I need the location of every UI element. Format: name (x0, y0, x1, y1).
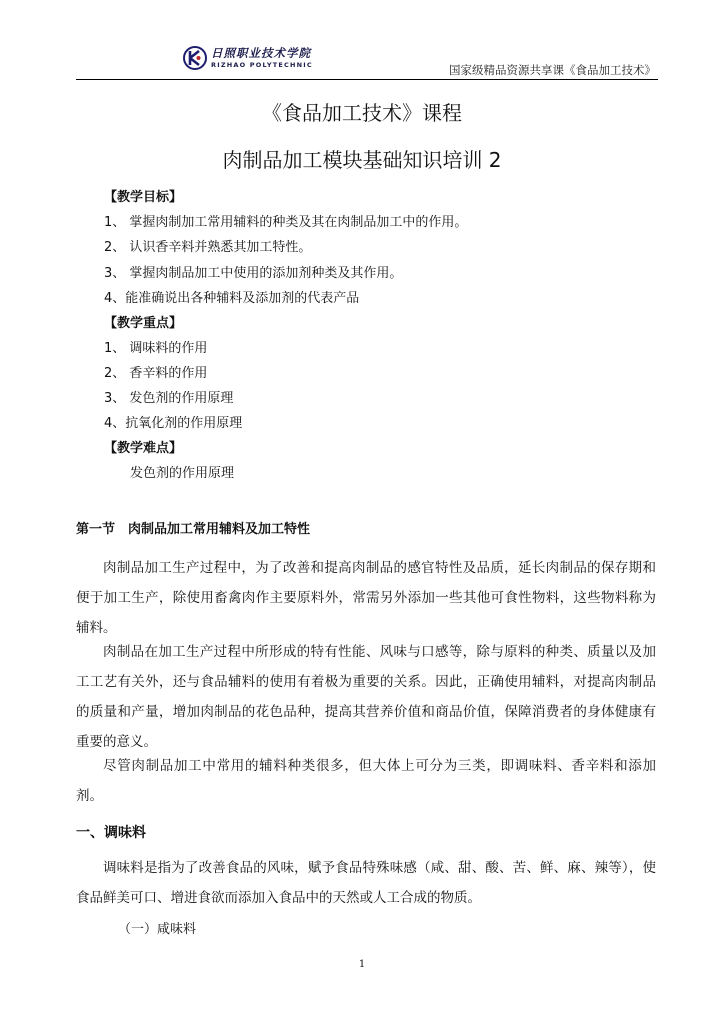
school-logo (183, 46, 313, 70)
key-point-item: 2、 香辛料的作用 (104, 366, 208, 381)
module-title: 肉制品加工模块基础知识培训 2 (222, 148, 502, 172)
key-point-item: 1、 调味料的作用 (104, 341, 208, 356)
key-point-item: 3、 发色剂的作用原理 (104, 391, 234, 406)
difficulties-heading: 【教学难点】 (104, 441, 183, 456)
course-title: 《食品加工技术》课程 (262, 101, 462, 125)
section-heading: 第一节 肉制品加工常用辅料及加工特性 (76, 522, 311, 537)
subsection-heading: 一、调味料 (76, 825, 146, 841)
school-emblem-icon (183, 46, 207, 70)
page-number: 1 (358, 959, 366, 970)
objective-item: 2、 认识香辛料并熟悉其加工特性。 (104, 240, 312, 255)
difficulty-item: 发色剂的作用原理 (130, 466, 235, 481)
objectives-heading: 【教学目标】 (104, 190, 183, 205)
logo-english-name: RIZHAO POLYTECHNIC (211, 60, 313, 69)
objective-item: 1、 掌握肉制加工常用辅料的种类及其在肉制品加工中的作用。 (104, 215, 468, 230)
key-points-heading: 【教学重点】 (104, 316, 183, 331)
objective-item: 4、能准确说出各种辅料及添加剂的代表产品 (104, 291, 360, 306)
body-paragraph: 调味料是指为了改善食品的风味，赋予食品特殊味感（咸、甜、酸、苦、鲜、麻、辣等），使食品鲜美可口、增进食欲而添加入食品中的天然或人工合成的物质。 (76, 860, 656, 906)
logo-chinese-name: 日照职业技术学院 (211, 46, 311, 60)
sub-subsection-heading: （一）咸味料 (118, 922, 197, 937)
body-paragraph: 肉制品在加工生产过程中所形成的特有性能、风味与口感等，除与原料的种类、质量以及加工工艺有关外，还与食品辅料的使用有着极为重要的关系。因此，正确使用辅料，对提高肉制品的质量和产量，增加肉制品的花色品种，提高其营养价值和商品价值，保障消费者的身体健康有重要的意义。 (76, 644, 656, 750)
header-divider (76, 79, 658, 80)
objective-item: 3、 掌握肉制品加工中使用的添加剂种类及其作用。 (104, 266, 403, 281)
key-point-item: 4、抗氧化剂的作用原理 (104, 416, 243, 431)
body-paragraph: 肉制品加工生产过程中，为了改善和提高肉制品的感官特性及品质，延长肉制品的保存期和便于加工生产，除使用畜禽肉作主要原料外，常需另外添加一些其他可食性物料，这些物料称为辅料。 (76, 560, 656, 636)
body-paragraph: 尽管肉制品加工中常用的辅料种类很多，但大体上可分为三类，即调味料、香辛料和添加剂。 (76, 758, 656, 804)
header-course-label: 国家级精品资源共享课《食品加工技术》 (449, 63, 656, 77)
